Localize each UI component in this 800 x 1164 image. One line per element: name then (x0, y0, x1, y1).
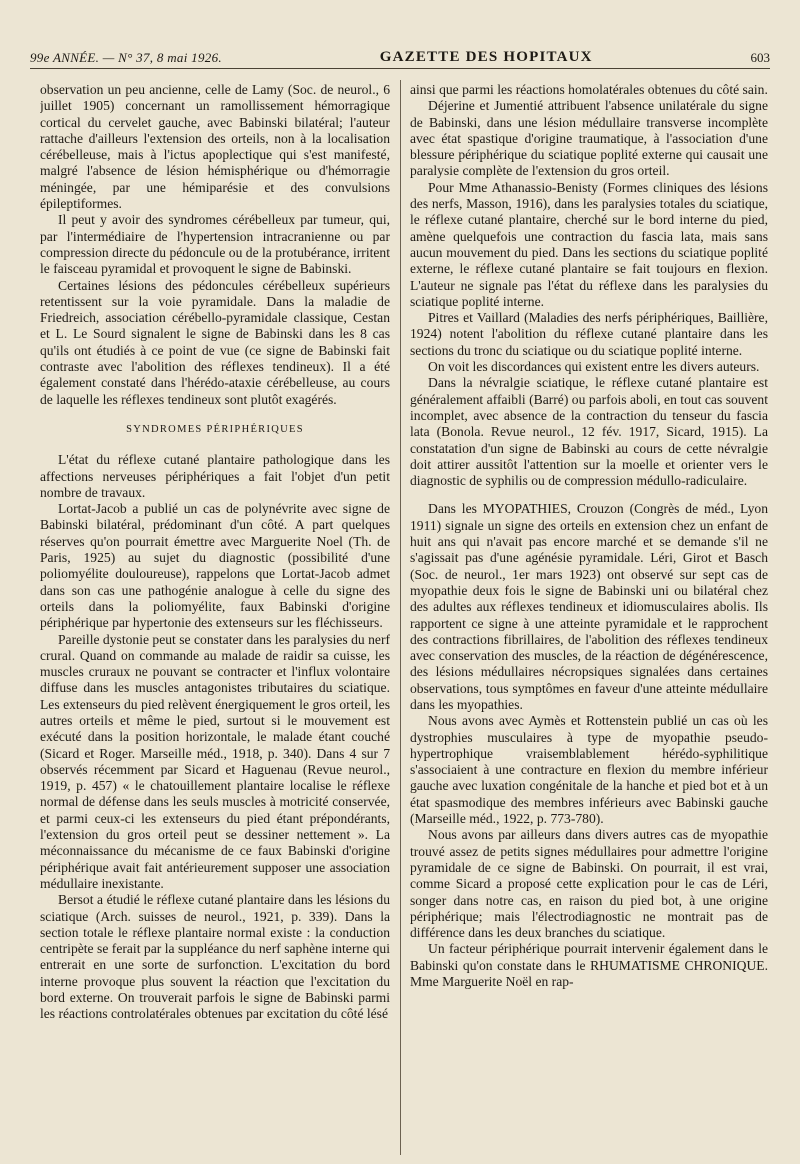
paragraph: Pour Mme Athanassio-Benisty (Formes cliniques des lésions des nerfs, Masson, 1916), dans les paralysies totales du sciatique, le réflexe cutané plantaire, cherché sur le bord interne du pied, amène quelquefois une contraction du fascia lata, mais sans aucun mouvement du pied. Dans les sections du sciatique poplité externe, le réflexe cutané plantaire se fait toujours en flexion. L'auteur ne signale pas l'état du réflexe dans les paralysies du sciatique poplité interne. (410, 179, 768, 309)
paragraph: Bersot a étudié le réflexe cutané plantaire dans les lésions du sciatique (Arch. suisses de neurol., 1921, p. 339). Dans la section totale le réflexe plantaire normal existe : la conduction centripète se ferait par la suppléance du nerf saphène interne qui entrerait en une sorte de surfonction. L'excitation du bord interne provoque plus souvent la réaction que l'excitation du bord externe. On trouverait parfois le signe de Babinski parmi les réactions controlatérales obtenues par excitation du côté lésé (40, 892, 390, 1022)
page-header (30, 40, 770, 69)
paragraph: Dans la névralgie sciatique, le réflexe cutané plantaire est généralement affaibli (Barré) ou parfois aboli, en tout cas souvent incomplet, avec absence de la contraction du tenseur du fascia lata (Bonola. Revue neurol., 12 fév. 1917, Sicard, 1915). La constatation d'un signe de Babinski au cours de cette névralgie doit attirer aussitôt l'attention sur la moelle et orienter vers le diagnostic de syphilis ou de compression médullo-radiculaire. (410, 375, 768, 489)
paragraph: Dans les MYOPATHIES, Crouzon (Congrès de méd., Lyon 1911) signale un signe des orteils en extension chez un enfant de huit ans qui n'avait pas encore marché et se demande s'il ne s'agissait pas d'une agénésie pyramidale. Léri, Girot et Basch (Soc. de neurol., 1er mars 1923) ont observé sur sept cas de myopathie deux fois le signe de Babinski uni ou bilatéral chez des adultes aux réflexes tendineux et idiomusculaires abolis. Ils rapportent ce signe à une atteinte pyramidale et le rapprochent des contractions fibrillaires, de l'abolition des réflexes tendineux avec conservation des muscles, de la réaction de dégénérescence, des lésions médullaires nécropsiques signalées dans certaines observations, tous symptômes en faveur d'une atteinte médullaire dans les myopathies. (410, 501, 768, 712)
paragraph: Déjerine et Jumentié attribuent l'absence unilatérale du signe de Babinski, dans une lésion médullaire transverse incomplète avec état spastique d'origine traumatique, à l'association d'une blessure périphérique du sciatique poplité externe qui causait une paralysie complète de l'extension du gros orteil. (410, 98, 768, 179)
paragraph: Certaines lésions des pédoncules cérébelleux supérieurs retentissent sur la voie pyramidale. Dans la maladie de Friedreich, association cérébello-pyramidale classique, Cestan et L. Le Sourd signalent le signe de Babinski dans les 8 cas qu'ils ont étudiés à ce point de vue (ce signe de Babinski fait contraste avec l'abolition des réflexes tendineux). Il a été également constaté dans l'hérédo-ataxie cérébelleuse, au cours de laquelle les réflexes tendineux sont plutôt exagérés. (40, 277, 390, 407)
journal-title: GAZETTE DES HOPITAUX (379, 49, 593, 65)
paragraph: Un facteur périphérique pourrait intervenir également dans le Babinski qu'on constate dans le RHUMATISME CHRONIQUE. Mme Marguerite Noël en rap- (410, 941, 768, 990)
right-column (410, 82, 768, 1152)
paragraph: Pareille dystonie peut se constater dans les paralysies du nerf crural. Quand on commande au malade de raidir sa cuisse, les muscles cruraux ne pouvant se contracter et l'influx volontaire diffuse dans les muscles antagonistes tributaires du sciatique. Les extenseurs du pied relèvent énergiquement le gros orteil, les autres orteils et même le pied, surtout si le mouvement est exécuté dans la position horizontale, le malade étant couché (Sicard et Roger. Marseille méd., 1918, p. 340). Dans 4 sur 7 observés récemment par Sicard et Haguenau (Revue neurol., 1919, p. 457) « le chatouillement plantaire localise le réflexe normal de défense dans les seuls muscles à motricité conservée, et parmi ceux-ci les extenseurs du pied étant prépondérants, l'extension du gros orteil peut se dessiner nettement ». La méconnaissance du mécanisme de ce faux Babinski d'origine périphérique avait fait antérieurement supposer une association médullaire inexistante. (40, 631, 390, 891)
paragraph: L'état du réflexe cutané plantaire pathologique dans les affections nerveuses périphériques a fait l'objet d'un petit nombre de travaux. (40, 452, 390, 500)
paragraph: Lortat-Jacob a publié un cas de polynévrite avec signe de Babinski bilatéral, prédominant d'un côté. A part quelques réserves qu'on pourrait émettre avec Marguerite Noel (Th. de Paris, 1925) au sujet du diagnostic (possibilité d'une poliomyélite douloureuse), rappelons que Lortat-Jacob admet dans son cas une pathogénie analogue à celle du signe des orteils dans la poliomyélite, faux Babinski d'origine périphérique par hypertonie des extenseurs sur les fléchisseurs. (40, 501, 390, 631)
section-heading: SYNDROMES PÉRIPHÉRIQUES (126, 423, 304, 435)
left-column (40, 82, 390, 1152)
paragraph-gap (410, 489, 768, 501)
paragraph: Il peut y avoir des syndromes cérébelleux par tumeur, qui, par l'intermédiaire de l'hypertension intracranienne ou par compression directe du pédoncule ou de la protubérance, irritent le faisceau pyramidal et provoquent le signe de Babinski. (40, 212, 390, 277)
paragraph: Nous avons avec Aymès et Rottenstein publié un cas où les dystrophies musculaires à type de myopathie pseudo-hypertrophique vraisemblablement hérédo-syphilitique s'associaient à une contracture en flexion du membre inférieur gauche avec luxation congénitale de la hanche et pied bot et à un état spasmodique des membres inférieurs avec Babinski gauche (Marseille méd., 1922, p. 773-780). (410, 713, 768, 827)
paragraph: observation un peu ancienne, celle de Lamy (Soc. de neurol., 6 juillet 1905) concernant un ramollissement hémorragique cortical du cervelet gauche, avec Babinski bilatéral; l'auteur rattache d'ailleurs l'extension des orteils, non à la localisation cérébelleuse, mais à l'ictus apoplectique qui s'est manifesté, malgré l'absence de lésion hémisphérique ou d'hémorragie méningée, par une hémiparésie et des convulsions épileptiformes. (40, 82, 390, 212)
paragraph: Nous avons par ailleurs dans divers autres cas de myopathie trouvé assez de petits signes médullaires pour admettre l'origine pyramidale de ce signe de Babinski. On pourrait, il est vrai, comme Sicard a proposé cette explication pour le cas de Léri, songer dans notre cas, en raison du pied bot, à une origine périphérique; mais l'électrodiagnostic ne montrait pas de différence dans les deux branches du sciatique. (410, 827, 768, 941)
paragraph: Pitres et Vaillard (Maladies des nerfs périphériques, Baillière, 1924) notent l'abolition du réflexe cutané plantaire dans les sections du tronc du sciatique ou du sciatique poplité interne. (410, 310, 768, 358)
paragraph: ainsi que parmi les réactions homolatérales obtenues du côté sain. (410, 82, 768, 97)
page-number: 603 (750, 50, 770, 65)
issue-info: 99e ANNÉE. — N° 37, 8 mai 1926. (30, 50, 222, 65)
paragraph: On voit les discordances qui existent entre les divers auteurs. (428, 359, 760, 375)
column-divider (400, 80, 401, 1155)
